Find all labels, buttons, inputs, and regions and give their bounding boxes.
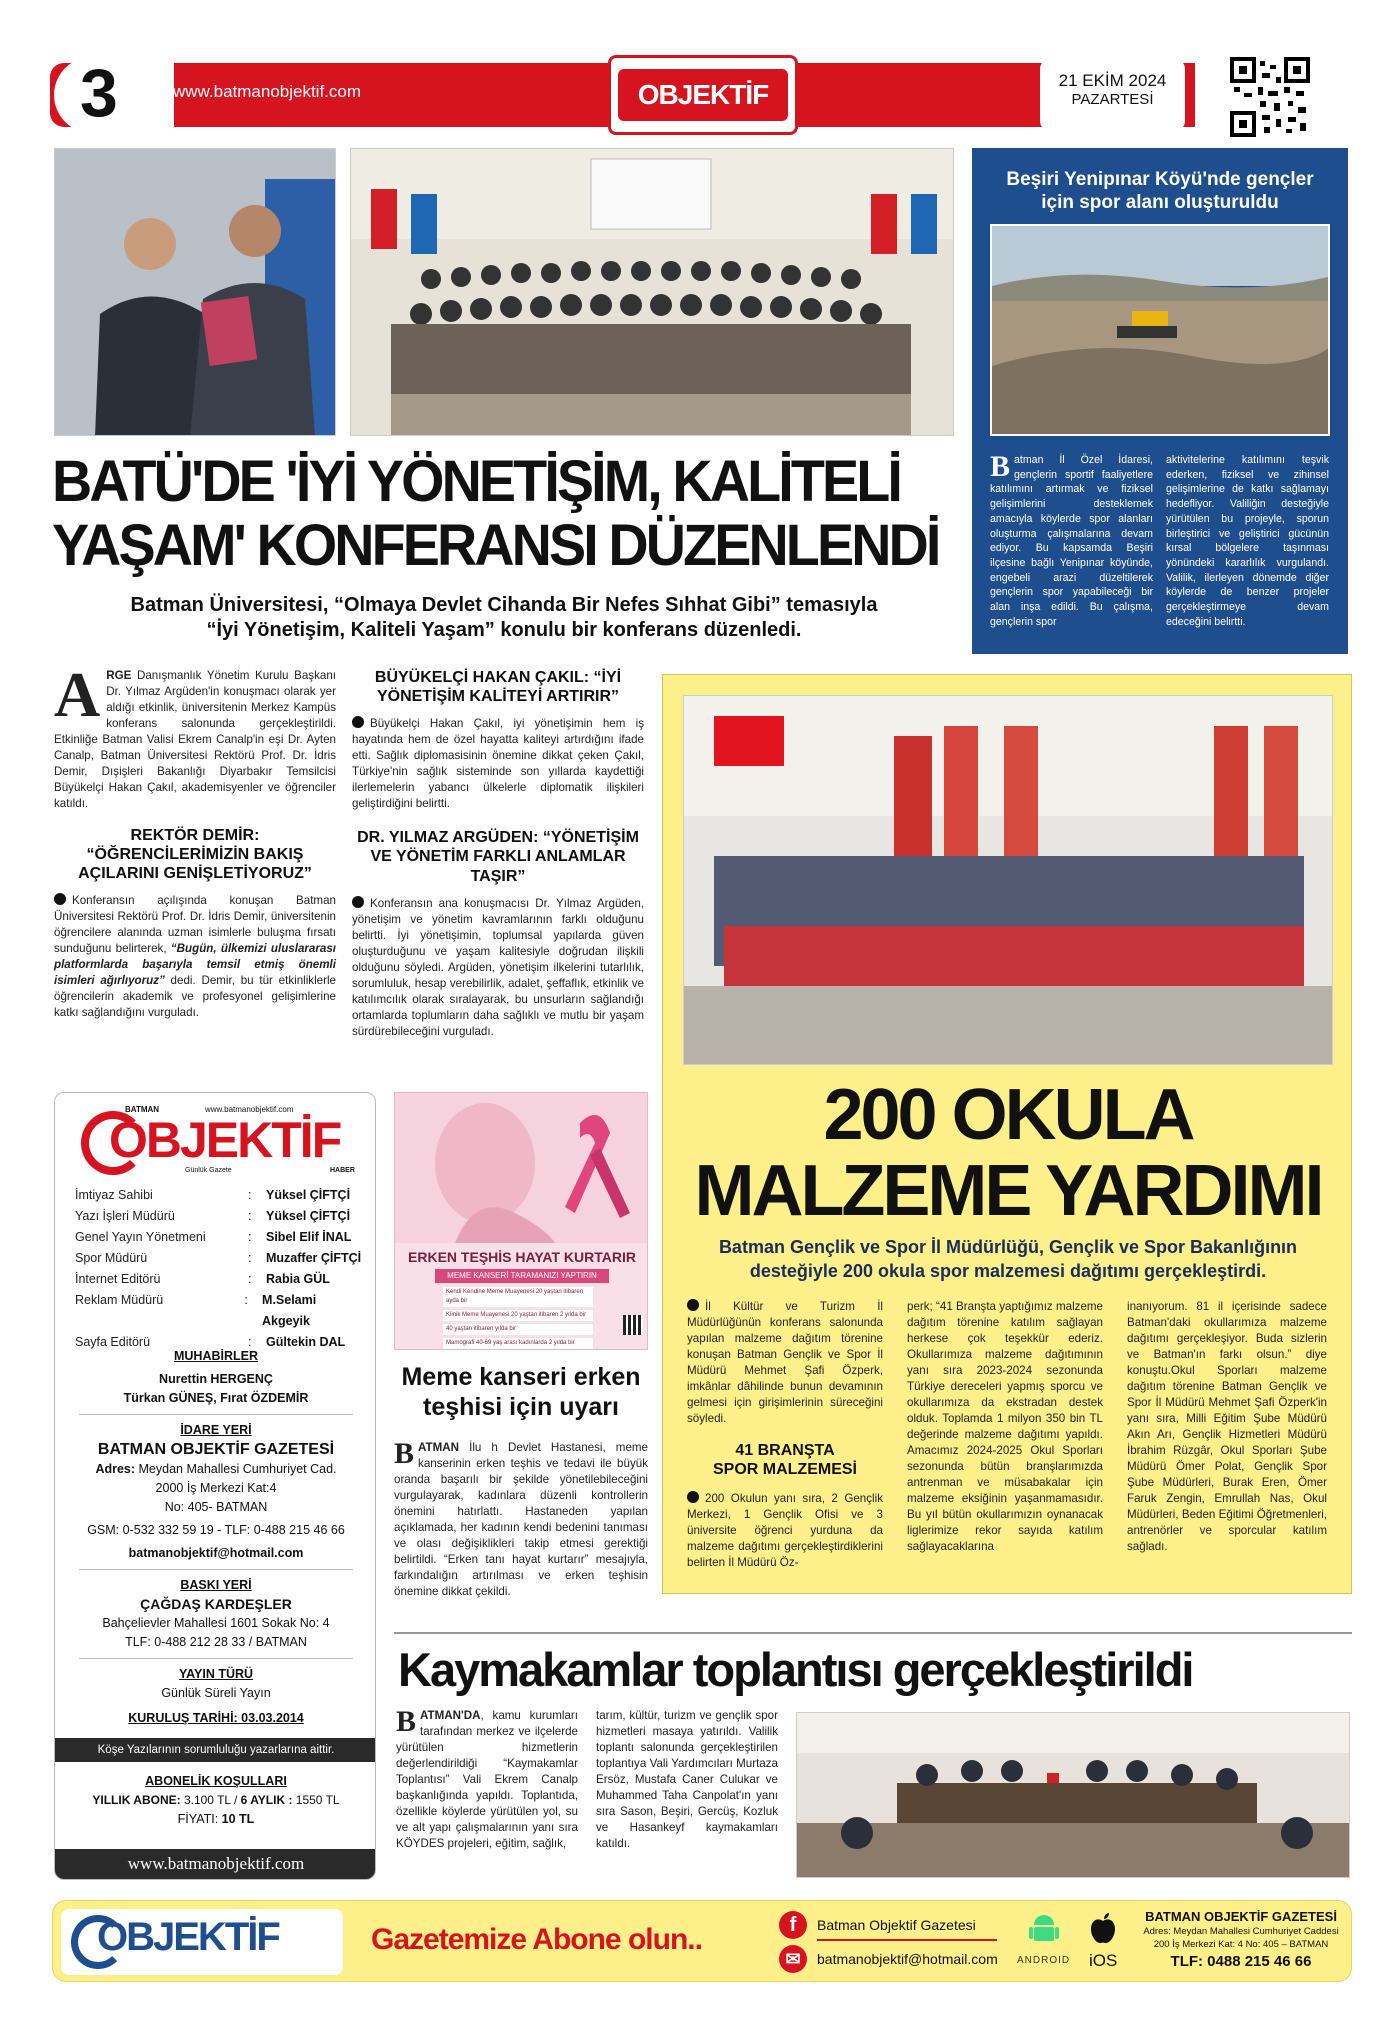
cancer-ad-item: 40 yaştan itibaren yılda bir xyxy=(443,1324,593,1335)
sports-deck-line1: Batman Gençlik ve Spor İl Müdürlüğü, Gençlik ve Spor Bakanlığının xyxy=(718,1237,1298,1257)
mail-icon[interactable]: ✉ xyxy=(779,1945,807,1973)
baski-title: BASKI YERİ xyxy=(180,1578,252,1592)
footer-paper-name: BATMAN OBJEKTİF GAZETESİ xyxy=(1145,1909,1337,1924)
masthead-logo-text: OBJEKTİF xyxy=(109,1112,341,1168)
cancer-ad-item: Mamografi 40-69 yaş arası kadınlarda 2 yılda bir xyxy=(443,1338,593,1349)
idare-email[interactable]: batmanobjektif@hotmail.com xyxy=(128,1546,304,1560)
footer-tel: TLF: 0488 215 46 66 xyxy=(1170,1953,1312,1970)
masthead-site[interactable]: www.batmanobjektif.com xyxy=(55,1849,376,1879)
kose-notice: Köşe Yazılarının sorumluluğu yazarlarına aittir. xyxy=(55,1738,376,1762)
staff-row: Genel Yayın Yönetmeni : Sibel Elif İNAL xyxy=(75,1230,352,1244)
cancer-ad-qr-icon xyxy=(623,1315,643,1335)
photo-book-presentation xyxy=(54,148,336,436)
header-logo-text: OBJEKTİF xyxy=(637,79,769,110)
pink-ribbon-icon xyxy=(395,1093,648,1243)
cancer-title-line1: Meme kanseri erken xyxy=(401,1363,641,1391)
muhabirler-title: MUHABİRLER xyxy=(173,1349,259,1363)
page-number: 3 xyxy=(80,55,118,131)
main-sub1: REKTÖR DEMİR: “ÖĞRENCİLERİMİZİN BAKIŞ AÇILARINI GENİŞLETİYORUZ” xyxy=(78,826,312,883)
android-icon[interactable] xyxy=(1029,1913,1059,1947)
footer-android[interactable]: ANDROID xyxy=(1017,1955,1071,1966)
cancer-dropcap: B xyxy=(394,1437,415,1470)
muhabir-1: Nurettin HERGENÇ xyxy=(159,1372,273,1386)
header-website[interactable]: www.batmanobjektif.com xyxy=(173,82,362,101)
qr-code-icon xyxy=(1230,57,1310,137)
sports-col1b-text: 200 Okulun yanı sıra, 2 Gençlik Merkezi, 1 Gençlik Ofisi ve 3 üniversite öğrenci yurduna da malzeme dağıtımı gerçekleştirdiklerini belirten İl Müdürü Öz- xyxy=(687,1492,883,1570)
main-para4 xyxy=(352,896,644,1040)
page-header xyxy=(40,55,1360,135)
staff-row: Sayfa Editörü : Gültekin DAL xyxy=(75,1335,346,1349)
cancer-ad-item: Kendi Kendine Meme Muayenesi 20 yaştan itibaren ayda bir xyxy=(443,1287,593,1307)
bullet-dot-icon xyxy=(54,893,66,905)
cancer-story-title xyxy=(394,1362,648,1422)
main-headline-line1: BATÜ'DE 'İYİ YÖNETİŞİM, KALİTELİ xyxy=(52,449,900,514)
main-story-col1 xyxy=(54,659,337,1021)
footer-addr-1: Adres: Meydan Mahallesi Cumhuriyet Caddesi xyxy=(1143,1926,1339,1937)
idare-address: Adres: Meydan Mahallesi Cumhuriyet Cad. xyxy=(95,1462,337,1476)
main-para2c: dedi. Demir, bu tür etkinliklerle öğrencilerin akademik ve profesyonel gelişimlerine katkı sağlandığını vurguladı. xyxy=(54,974,337,1020)
cancer-text: İlu h Devlet Hastanesi, meme kanserinin erken teşhis ve tedavi ile büyük oranda başarılı bir şekilde yönetilebileceğini vurgulayarak, kadınlara düzenli kontrollerin önemini hatırlattı. Hastaneden yapılan açıklamada, her kadının kendi bedenini tanıması ve olası değişiklikleri takip etmesi gerektiği belirtildi. “Erken tanı hayat kurtarır” mesajıyla, farkındalığın artırılması ve erken teşhisin önemine dikkat çekildi. xyxy=(394,1441,648,1598)
masthead-logo xyxy=(65,1099,365,1179)
header-date-box xyxy=(1040,59,1185,131)
photo-meeting xyxy=(796,1712,1350,1878)
sports-story-box xyxy=(662,674,1352,1594)
cancer-lead-bold: ATMAN xyxy=(418,1441,460,1454)
sidebar-story-col2: aktivitelerine katılımını teşvik ederken, fiziksel ve zihinsel gelişimlerine de katkı sağlamayı hedefliyor. Valiliğin desteğiyle yürütülen bu projeyle, sporun birleştirici ve geliştirici gücünün kırsal bölgelere taşınması yönündeki kararlılık vurgulandı. Valilik, ilerleyen dönemde diğer köylerde de benzer projeler gerçekleştirmeye devam edeceğini belirtti. xyxy=(1166,454,1329,628)
bullet-dot-icon xyxy=(687,1491,699,1503)
masthead-logo-top: BATMAN xyxy=(125,1105,160,1114)
sidebar-story-box xyxy=(972,148,1348,654)
sports-col1a-text: İl Kültür ve Turizm İl Müdürlüğünün konferans salonunda yapılan malzeme dağıtım törenine konuşan Batman Gençlik ve Spor İl Müdürü Mehmet Şafi Özperk, imkânlar dâhilinde bunun devamının gelmesi için girişimlerinin süreceğini söyledi. xyxy=(687,1300,883,1425)
footer-banner xyxy=(52,1900,1352,1982)
bullet-dot-icon xyxy=(352,896,364,908)
staff-row: İnternet Editörü : Rabia GÜL xyxy=(75,1272,330,1286)
idare-address-3: No: 405- BATMAN xyxy=(164,1500,268,1514)
idare-address-2: 2000 İş Merkezi Kat:4 xyxy=(155,1481,277,1495)
sports-deck-line2: desteğiyle 200 okula spor malzemesi dağıtımı gerçekleştirdi. xyxy=(749,1261,1267,1281)
main-lead-bold: RGE xyxy=(106,669,132,682)
masthead-box xyxy=(54,1092,376,1880)
facebook-icon[interactable]: f xyxy=(779,1911,807,1939)
apple-icon[interactable] xyxy=(1089,1911,1117,1945)
footer-logo-text: OBJEKTİF xyxy=(97,1915,279,1959)
footer-contact xyxy=(1137,1909,1345,1973)
sidebar-text-1: atman İl Özel İdaresi, gençlerin sportif faaliyetlere katılımını artırmak ve fiziksel gelişimlerini desteklemek amacıyla köylerde spor alanları oluşturma çalışmalarına devam ediyor. Bu kapsamda Beşiri ilçesine bağlı Yenipınar köyünde, engebeli arazi düzeltilerek gençlerin spor yapabileceği bir alan inşa edildi. Bu çalışma, gençlerin spor xyxy=(990,454,1153,628)
kurulus-tarihi: KURULUŞ TARİHİ: 03.03.2014 xyxy=(128,1711,304,1725)
header-logo xyxy=(608,55,798,135)
footer-ios[interactable]: iOS xyxy=(1089,1951,1118,1970)
sidebar-dropcap: B xyxy=(990,450,1011,483)
cancer-ad xyxy=(394,1092,648,1350)
sports-deck xyxy=(663,1235,1353,1283)
kaymakam-lead-bold: ATMAN'DA xyxy=(420,1709,481,1722)
footer-mail[interactable]: batmanobjektif@hotmail.com xyxy=(817,1951,998,1967)
main-para2a: Konferansın açılışında konuşan Batman Üniversitesi Rektörü Prof. Dr. İdris Demir, üniversitenin öğrencilere alanında uzman isimlerle buluşma fırsatı sunduğunu belirterek, xyxy=(54,894,336,956)
baski-phone: TLF: 0-488 212 28 33 / BATMAN xyxy=(125,1635,307,1649)
yayin-value: Günlük Süreli Yayın xyxy=(161,1686,271,1700)
sports-col1 xyxy=(687,1299,883,1571)
sports-col1b xyxy=(687,1491,883,1571)
kaymakam-col2: tarım, kültür, turizm ve gençlik spor hizmetleri masaya yatırıldı. Valilik toplantı salonunda gerçekleştirilen toplantıya Vali Yardımcıları Murtaza Ersöz, Mustafa Caner Culukar ve Muhammed Taha Canpolat'ın yanı sıra Sason, Beşiri, Gercüş, Kozluk ve Hasankeyf kaymakamları katıldı. xyxy=(596,1709,778,1850)
sports-headline-line2: MALZEME YARDIMI xyxy=(694,1151,1322,1231)
staff-row: Reklam Müdürü : M.Selami Akgeyik xyxy=(75,1293,317,1328)
main-deck-line1: Batman Üniversitesi, “Olmaya Devlet Cihanda Bir Nefes Sıhhat Gibi” temasıyla xyxy=(130,594,878,616)
main-headline xyxy=(52,450,956,578)
main-para1: Danışmanlık Yönetim Kurulu Başkanı Dr. Yılmaz Argüden'in konuşmacı olarak yer aldığı etkinlik, üniversitenin Merkez Kampüs konferans salonunda gerçekleştirildi. Etkinliğe Batman Valisi Ekrem Canalp'in eşi Dr. Ayten Canalp, Batman Üniversitesi Rektörü Prof. Dr. İdris Demir, Dışişleri Bakanlığı Diyarbakır Temsilcisi Büyükelçi Hakan Çakıl, akademisyenler ve öğrenciler katıldı. xyxy=(54,669,336,810)
footer-divider xyxy=(817,1939,997,1941)
header-day: PAZARTESİ xyxy=(1071,91,1154,108)
cancer-title-line2: teşhisi için uyarı xyxy=(423,1393,619,1421)
sports-headline-line1: 200 OKULA xyxy=(823,1075,1193,1155)
sports-col3: inanıyorum. 81 il içerisinde sadece Batman'daki okullarımıza malzeme dağıtımı gerçekleşiyor. Buda sizlerin ve Batman'ın farkı olsun.” diye konuştu.Okul Sporları malzeme dağıtım törenine Batman Gençlik ve Spor İl Müdürü Mehmet Şafi Özperk'in yanı sıra, Milli Eğitim Şube Müdürü Akın Arı, Gençlik Hizmetleri Müdürü İbrahim Rüzgâr, Okul Sporları Şube Müdürü Ömer Polat, Gençlik Spor Şube Müdürleri, Burak Eren, Ömer Faruk Zengin, Emrullah Nas, Okul Müdürleri, Beden Eğitimi Öğretmenleri, antrenörler ve sporcular katılım sağladı. xyxy=(1127,1300,1327,1553)
staff-row: Yazı İşleri Müdürü : Yüksel ÇİFTÇİ xyxy=(75,1209,351,1223)
staff-row: Spor Müdürü : Muzaffer ÇİFTÇİ xyxy=(75,1251,362,1265)
sports-col2: perk; “41 Branşta yaptığımız malzeme dağıtım törenine katılım sağlayan herkese çok teşekkür ederiz. Okullarımıza malzeme dağıtımının yanı sıra 2023-2024 sezonunda Türkiye dereceleri yapmış sporcu ve okullarımıza da ekstradan destek olduk. Toplamda 1 milyon 350 bin TL değerinde malzeme dağıtımı yapıldı. Amacımız 2024-2025 Okul Sporları sezonunda bütün branşlarımızda antrenman ve müsabakalar için malzeme eksiğinin yaşanmamasıdır. Bu yıl bütün okullarımızın oynanacak liglerimize rekor sayıda katılım sağlayacaklarına xyxy=(907,1300,1103,1553)
idare-phone: GSM: 0-532 332 59 19 - TLF: 0-488 215 46 66 xyxy=(87,1523,345,1537)
abone-prices: YILLIK ABONE: 3.100 TL / 6 AYLIK : 1550 TL xyxy=(92,1793,340,1807)
masthead-logo-tag2: HABER xyxy=(330,1167,355,1174)
main-deck-line2: “İyi Yönetişim, Kaliteli Yaşam” konulu bir konferans düzenledi. xyxy=(206,619,802,641)
idare-title: İDARE YERİ xyxy=(180,1423,252,1437)
masthead-details xyxy=(55,1347,376,1829)
yayin-title: YAYIN TÜRÜ xyxy=(178,1667,254,1681)
cancer-ad-list xyxy=(443,1287,593,1349)
sidebar-story-col1 xyxy=(990,450,1153,630)
sidebar-story-title: Beşiri Yenipınar Köyü'nde gençler için spor alanı oluşturuldu xyxy=(1006,169,1314,213)
photo-students-group xyxy=(683,695,1333,1065)
footer-logo-box xyxy=(61,1909,343,1975)
main-para4-text: Konferansın ana konuşmacısı Dr. Yılmaz Argüden, yönetişim ve yönetim kavramlarının farklı olduğunu belirtti. İyi yönetişimin, toplumsal yapılarda güven oluşturduğunu ve yaşam kalitesiyle doğrudan ilişkili olduğunu söyledi. Argüden, yönetişim ilkelerini tutarlılık, sorumluluk, hesap verebilirlik, adalet, şeffaflık, etkinlik ve katılımcılık olarak sıralayarak, bu unsurların sağlandığı ortamlarda toplumların daha sağlıklı ve mutlu bir yaşam sürdürebileceğini vurguladı. xyxy=(352,896,644,1038)
masthead-logo-site: www.batmanobjektif.com xyxy=(205,1105,294,1114)
footer-addr-2: 200 İş Merkezi Kat: 4 No: 405 – BATMAN xyxy=(1153,1939,1329,1950)
main-para2 xyxy=(54,893,336,1021)
section-rule xyxy=(394,1632,1352,1634)
cancer-ad-headline: ERKEN TEŞHİS HAYAT KURTARIR xyxy=(408,1249,636,1265)
bullet-dot-icon xyxy=(687,1299,699,1311)
kaymakam-text-1: , kamu kurumları tarafından merkez ve ilçelerde yürütülen hizmetlerin değerlendirildiği “Kaymakamlar Toplantısı” Vali Ekrem Canalp başkanlığında yapıldı. Toplantıda, özellikle köylerde yürütülen yol, su ve alt yapı çalışmalarının yanı sıra KÖYDES projeleri, eğitim, sağlık, xyxy=(396,1709,578,1850)
cancer-story-text xyxy=(394,1437,648,1600)
staff-row: İmtiyaz Sahibi : Yüksel ÇİFTÇİ xyxy=(75,1188,351,1202)
idare-name: BATMAN OBJEKTİF GAZETESİ xyxy=(97,1441,335,1458)
main-para3-text: Büyükelçi Hakan Çakıl, iyi yönetişimin hem iş hayatında hem de özel hayatta kaliteyi artırdığını ifade etti. Sağlık diplomasisinin önemine dikkat çeken Çakıl, Türkiye'nin sağlık sisteminde son yıllarda kaydettiği ilerlemelerin yabancı ülkelerle diplomatik ilişkileri geliştirdiğini belirtti. xyxy=(352,717,644,811)
sports-col1a xyxy=(687,1299,883,1427)
main-para3 xyxy=(352,716,644,812)
muhabir-2: Türkan GÜNEŞ, Fırat ÖZDEMİR xyxy=(123,1391,309,1405)
main-dropcap: A xyxy=(54,659,101,730)
cancer-ad-banner: MEME KANSERİ TARAMANIZI YAPTIRIN xyxy=(435,1269,609,1283)
main-deck xyxy=(52,593,956,643)
masthead-logo-tag1: Günlük Gazete xyxy=(185,1167,232,1174)
sports-sub: 41 BRANŞTA SPOR MALZEMESİ xyxy=(712,1441,857,1479)
main-story-col2 xyxy=(352,668,644,1040)
cancer-ad-item: Klinik Meme Muayenesi 20 yaştan itibaren 2 yılda bir xyxy=(443,1310,593,1321)
baski-address: Bahçelievler Mahallesi 1601 Sokak No: 4 xyxy=(102,1616,330,1630)
kaymakam-dropcap: B xyxy=(396,1705,417,1738)
footer-slogan: Gazetemize Abone olun.. xyxy=(371,1923,702,1956)
masthead-staff xyxy=(75,1185,365,1353)
main-para2b: “Bugün, ülkemizi uluslararası platformlarda başarıyla temsil etmiş önemli isimleri ağırlıyoruz” xyxy=(54,942,336,988)
baski-name: ÇAĞDAŞ KARDEŞLER xyxy=(140,1596,292,1612)
kaymakam-headline: Kaymakamlar toplantısı gerçekleştirildi xyxy=(398,1643,1193,1696)
photo-sport-field-bulldozer xyxy=(990,224,1330,436)
sports-headline xyxy=(663,1077,1353,1229)
main-headline-line2: YAŞAM' KONFERANSI DÜZENLENDİ xyxy=(52,513,939,578)
main-sub3: DR. YILMAZ ARGÜDEN: “YÖNETİŞİM VE YÖNETİM FARKLI ANLAMLAR TAŞIR” xyxy=(357,829,639,885)
abone-title: ABONELİK KOŞULLARI xyxy=(145,1774,287,1788)
header-date: 21 EKİM 2024 xyxy=(1058,71,1167,90)
bullet-dot-icon xyxy=(352,716,364,728)
kaymakam-col1 xyxy=(396,1705,578,1852)
abone-fiyat: FİYATI: 10 TL xyxy=(177,1812,255,1826)
photo-conference-group xyxy=(350,148,954,436)
footer-facebook[interactable]: Batman Objektif Gazetesi xyxy=(817,1917,976,1933)
main-sub2: BÜYÜKELÇİ HAKAN ÇAKIL: “İYİ YÖNETİŞİM KALİTEYİ ARTIRIR” xyxy=(374,669,622,706)
